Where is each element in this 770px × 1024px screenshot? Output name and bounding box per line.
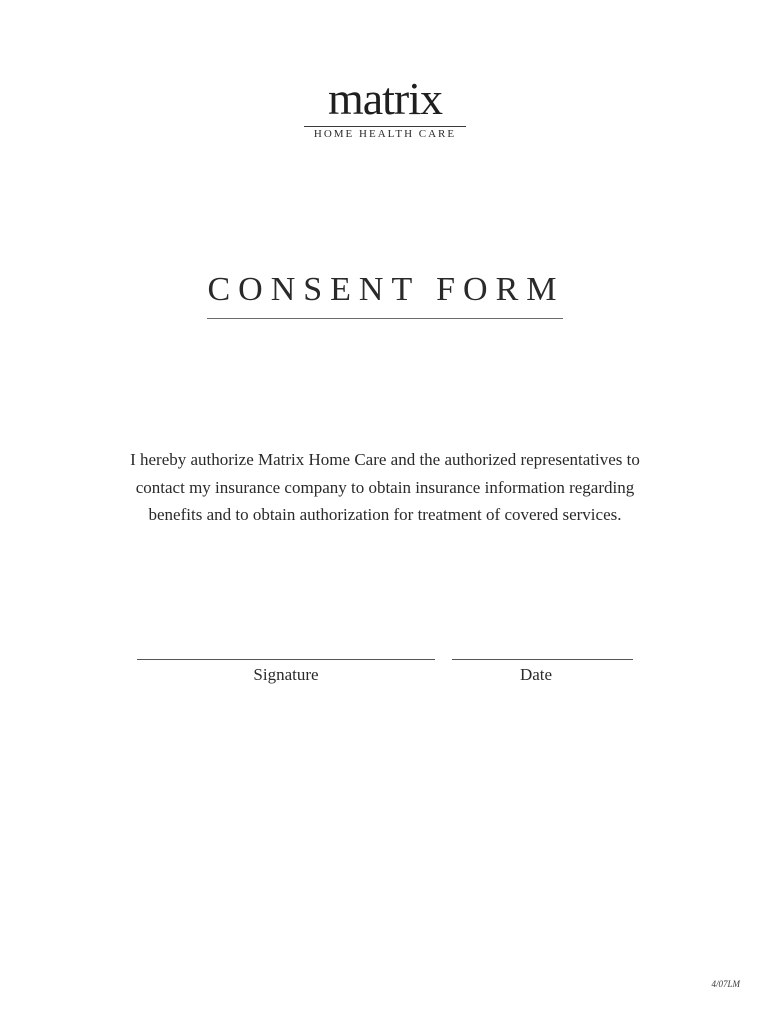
consent-statement: I hereby authorize Matrix Home Care and the authorized representatives to contact my insurance company to obtain insurance information regarding benefits and to obtain authorization for treatment of covered services. — [130, 450, 640, 524]
date-line[interactable] — [452, 659, 633, 660]
date-label: Date — [519, 665, 553, 684]
signature-label: Signature — [253, 665, 319, 684]
logo-wordmark: matrix — [327, 73, 443, 124]
form-title: CONSENT FORM — [207, 271, 565, 308]
signature-line[interactable] — [137, 659, 435, 660]
title-underline — [207, 318, 563, 319]
form-code: 4/07LM — [711, 979, 740, 989]
logo-divider — [304, 126, 466, 127]
matrix-logo — [300, 73, 470, 140]
logo-tagline: HOME HEALTH CARE — [313, 128, 457, 140]
